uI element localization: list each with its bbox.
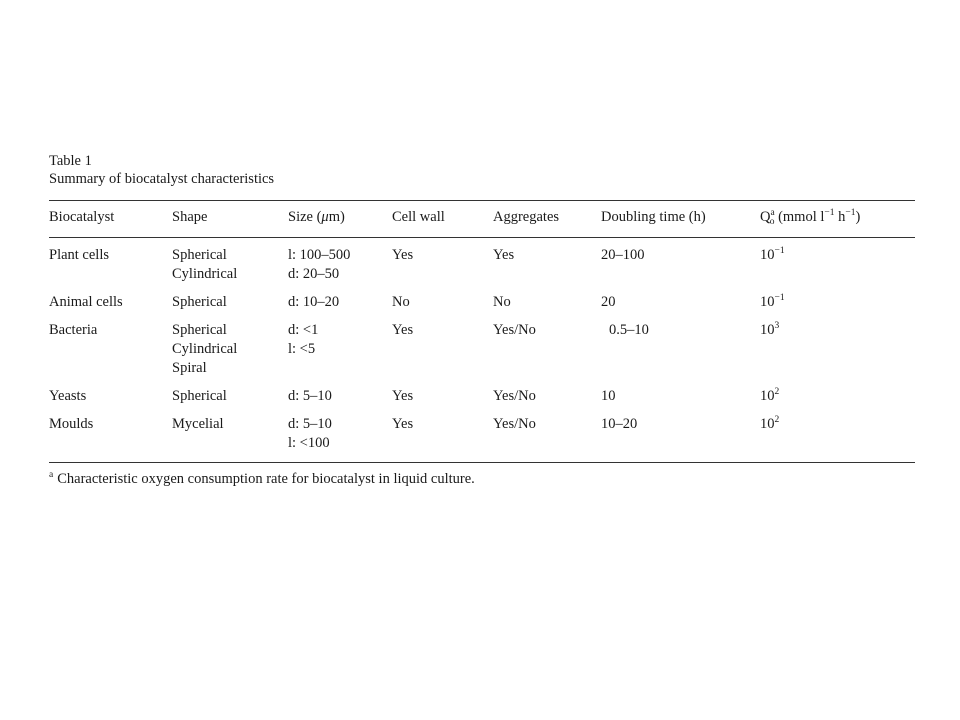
oxygen-rate-exponent: −1	[774, 293, 785, 303]
table-footnote	[49, 470, 915, 488]
header-q-base: Q	[760, 209, 771, 225]
cell-biocatalyst: Bacteria	[49, 322, 98, 338]
header-doubling-time: Doubling time (h)	[601, 209, 706, 225]
header-oxygen-rate	[760, 208, 860, 226]
table-row	[49, 246, 915, 284]
cell-biocatalyst: Yeasts	[49, 388, 87, 404]
cell-wall: No	[392, 294, 410, 310]
cell-shape-line: Mycelial	[172, 416, 224, 432]
footnote-marker: a	[49, 470, 54, 480]
cell-oxygen-rate	[760, 415, 779, 434]
cell-shape	[172, 415, 224, 434]
cell-oxygen-rate	[760, 321, 779, 340]
oxygen-rate-mantissa: 10	[760, 388, 775, 404]
table-body	[49, 238, 915, 453]
table-number: Table 1	[49, 153, 92, 169]
oxygen-rate-exponent: 2	[774, 387, 780, 397]
cell-doubling-time: 20–100	[601, 247, 645, 263]
footnote-text: Characteristic oxygen consumption rate for biocatalyst in liquid culture.	[57, 471, 475, 487]
cell-oxygen-rate	[760, 246, 785, 265]
cell-shape-line: Spiral	[172, 360, 207, 376]
oxygen-rate-exponent: 2	[774, 415, 780, 425]
cell-size	[288, 293, 339, 312]
cell-size-line: d: 20–50	[288, 266, 340, 282]
oxygen-rate-exponent: 3	[774, 321, 780, 331]
header-size-prefix: Size (	[288, 209, 322, 225]
header-size	[288, 208, 345, 226]
oxygen-rate-mantissa: 10	[760, 247, 775, 263]
header-q-exp-b: −1	[845, 208, 856, 218]
table-row	[49, 415, 915, 453]
header-q-unit-c: )	[855, 209, 861, 225]
cell-size-line: d: 5–10	[288, 416, 332, 432]
cell-wall: Yes	[392, 416, 414, 432]
table-caption: Summary of biocatalyst characteristics	[49, 171, 275, 187]
cell-shape-line: Cylindrical	[172, 266, 238, 282]
header-q-unit-a: (mmol l	[774, 209, 825, 225]
cell-aggregates: Yes/No	[493, 388, 536, 404]
cell-doubling-time: 10	[601, 388, 616, 404]
cell-shape-line: Spherical	[172, 247, 227, 263]
oxygen-rate-mantissa: 10	[760, 322, 775, 338]
cell-biocatalyst: Moulds	[49, 416, 94, 432]
cell-size-line: d: <1	[288, 322, 319, 338]
cell-size	[288, 246, 350, 284]
header-size-suffix: m)	[328, 209, 345, 225]
cell-size-line: d: 10–20	[288, 294, 340, 310]
header-q-exp-a: −1	[824, 208, 835, 218]
table-bottom-rule	[49, 462, 915, 463]
header-biocatalyst: Biocatalyst	[49, 209, 115, 225]
cell-oxygen-rate	[760, 293, 785, 312]
cell-size-line: l: <100	[288, 435, 330, 451]
cell-size-line: l: 100–500	[288, 247, 351, 263]
cell-doubling-time: 10–20	[601, 416, 638, 432]
cell-aggregates: No	[493, 294, 511, 310]
header-shape: Shape	[172, 209, 208, 225]
header-cell-wall: Cell wall	[392, 209, 445, 225]
cell-size-line: d: 5–10	[288, 388, 332, 404]
cell-shape-line: Spherical	[172, 322, 227, 338]
cell-wall: Yes	[392, 322, 414, 338]
cell-size	[288, 415, 332, 453]
cell-doubling-time: 20	[601, 294, 616, 310]
cell-wall: Yes	[392, 247, 414, 263]
cell-size	[288, 387, 332, 406]
oxygen-rate-mantissa: 10	[760, 294, 775, 310]
cell-size	[288, 321, 318, 359]
cell-shape-line: Spherical	[172, 294, 227, 310]
table-row	[49, 293, 915, 312]
oxygen-rate-mantissa: 10	[760, 416, 775, 432]
cell-aggregates: Yes/No	[493, 416, 536, 432]
cell-shape	[172, 293, 227, 312]
cell-shape	[172, 321, 237, 378]
cell-shape	[172, 387, 227, 406]
header-size-unit: μ	[321, 209, 329, 225]
cell-aggregates: Yes/No	[493, 322, 536, 338]
header-q-sup: a	[770, 208, 775, 218]
table-header-row	[49, 201, 915, 237]
cell-shape-line: Spherical	[172, 388, 227, 404]
cell-doubling-time: 0.5–10	[609, 322, 649, 338]
oxygen-rate-exponent: −1	[774, 246, 785, 256]
cell-wall: Yes	[392, 388, 414, 404]
cell-oxygen-rate	[760, 387, 779, 406]
table-row	[49, 321, 915, 378]
cell-aggregates: Yes	[493, 247, 515, 263]
cell-biocatalyst: Plant cells	[49, 247, 110, 263]
cell-shape	[172, 246, 237, 284]
cell-shape-line: Cylindrical	[172, 341, 238, 357]
table-row	[49, 387, 915, 406]
cell-size-line: l: <5	[288, 341, 316, 357]
header-q-unit-b: h	[834, 209, 846, 225]
table-figure	[49, 152, 915, 488]
header-q-sub: o	[769, 217, 775, 227]
header-aggregates: Aggregates	[493, 209, 560, 225]
cell-biocatalyst: Animal cells	[49, 294, 123, 310]
